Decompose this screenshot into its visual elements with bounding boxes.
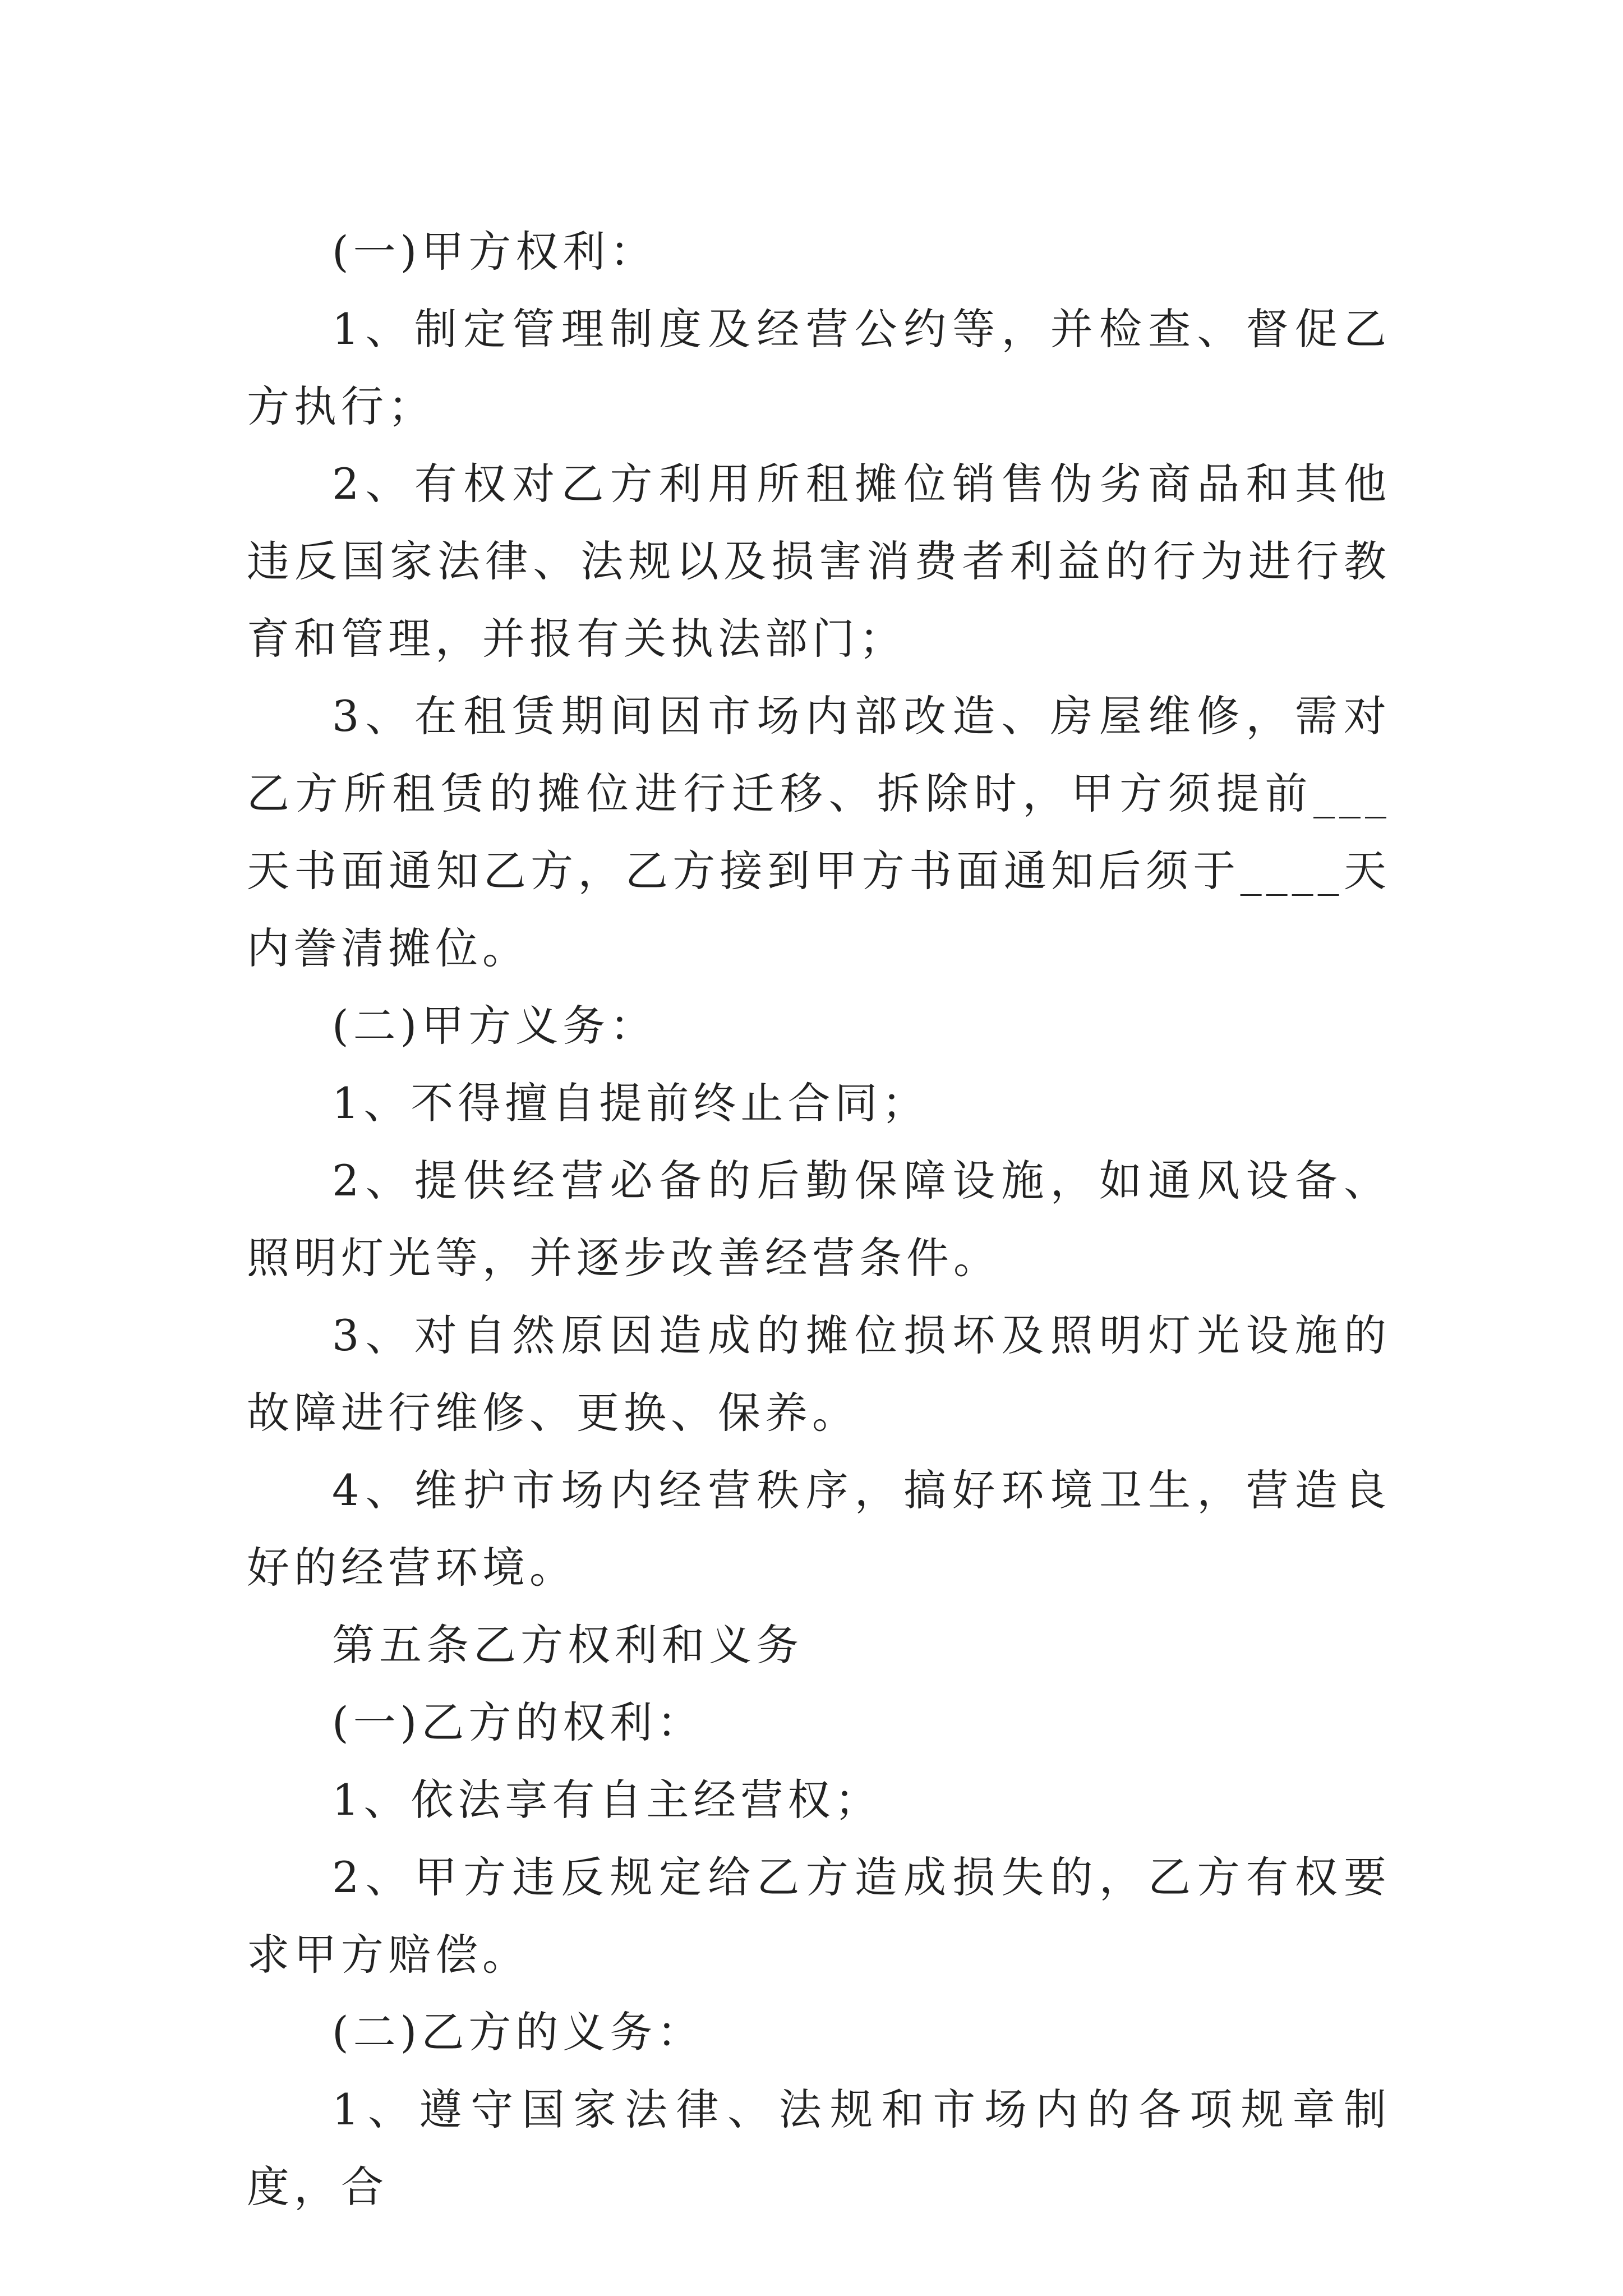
paragraph-party-b-rights-heading: (一)乙方的权利： <box>332 1697 704 1747</box>
paragraph: 3、对自然原因造成的摊位损坏及照明灯光设施的故障进行维修、更换、保养。 <box>247 1310 1391 1438</box>
paragraph-party-b-duties-heading: (二)乙方的义务： <box>332 2007 704 2057</box>
paragraph: 1、遵守国家法律、法规和市场内的各项规章制度，合 <box>247 2085 1391 2212</box>
paragraph-party-a-rights-heading: (一)甲方权利： <box>332 227 657 277</box>
paragraph: 1、制定管理制度及经营公约等，并检查、督促乙方执行； <box>247 304 1391 431</box>
paragraph: 3、在租赁期间因市场内部改造、房屋维修，需对乙方所租赁的摊位进行迁移、拆除时，甲方须提前___天书面通知乙方，乙方接到甲方书面通知后须于____天内誊清摊位。 <box>247 691 1391 973</box>
paragraph: 2、有权对乙方利用所租摊位销售伪劣商品和其他违反国家法律、法规以及损害消费者利益的行为进行教育和管理，并报有关执法部门； <box>247 459 1391 664</box>
paragraph: 4、维护市场内经营秩序，搞好环境卫生，营造良好的经营环境。 <box>247 1465 1391 1593</box>
paragraph-party-a-duties-heading: (二)甲方义务： <box>332 1001 657 1051</box>
paragraph: 1、不得擅自提前终止合同； <box>332 1078 929 1128</box>
document-body <box>247 213 1391 2226</box>
paragraph: 2、甲方违反规定给乙方造成损失的，乙方有权要求甲方赔偿。 <box>247 1852 1391 1980</box>
paragraph: 1、依法享有自主经营权； <box>332 1775 882 1825</box>
article-heading: 第五条乙方权利和义务 <box>332 1620 803 1670</box>
paragraph: 2、提供经营必备的后勤保障设施，如通风设备、照明灯光等，并逐步改善经营条件。 <box>247 1156 1391 1283</box>
